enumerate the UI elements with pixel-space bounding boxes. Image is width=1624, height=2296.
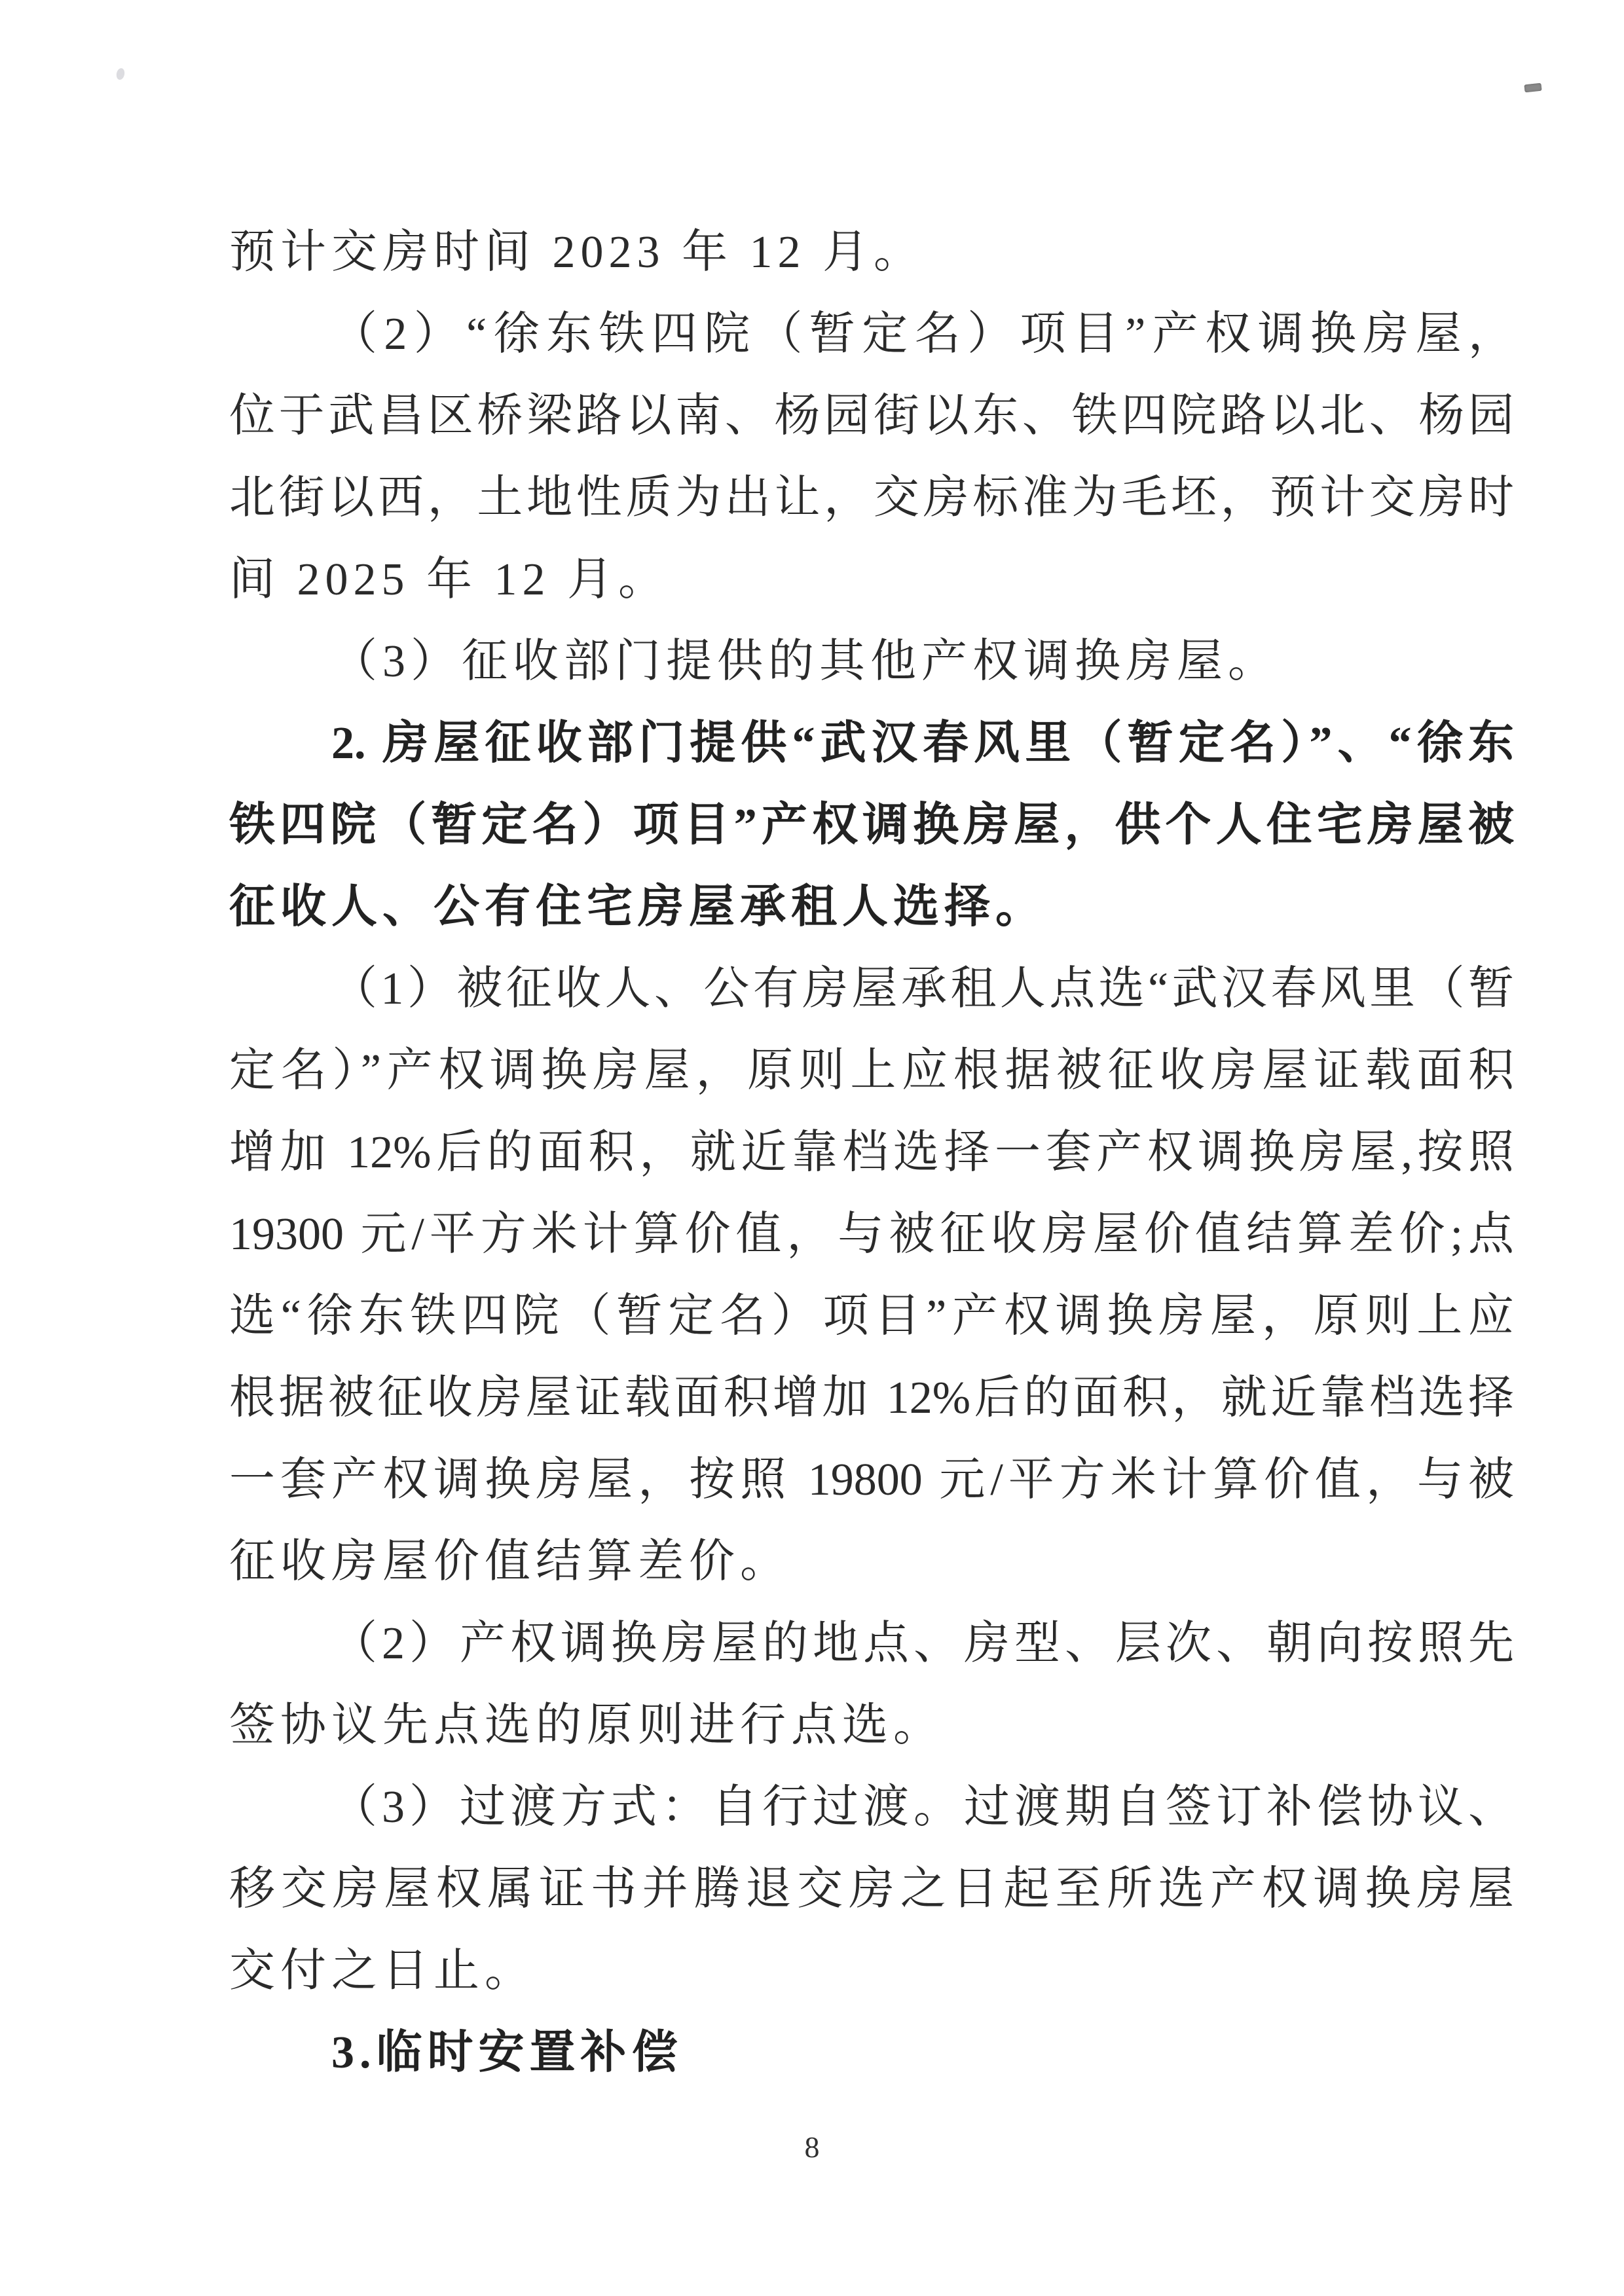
text-line: 选“徐东铁四院（暂定名）项目”产权调换房屋，原则上应 [229, 1291, 1514, 1341]
text-line: （3）征收部门提供的其他产权调换房屋。 [331, 636, 1279, 687]
text-line: 19300 元/平方米计算价值，与被征收房屋价值结算差价;点 [229, 1209, 1514, 1260]
text-line: 定名）”产权调换房屋，原则上应根据被征收房屋证载面积 [229, 1046, 1514, 1096]
text-line: 交付之日止。 [229, 1946, 536, 1996]
scan-ink-mark-artifact [1524, 83, 1541, 93]
document-body [229, 211, 1514, 2094]
text-line: 2. 房屋征收部门提供“武汉春风里（暂定名）”、“徐东 [331, 718, 1514, 769]
text-line: 征收人、公有住宅房屋承租人选择。 [229, 882, 1046, 932]
text-line: 根据被征收房屋证载面积增加 12%后的面积，就近靠档选择 [229, 1373, 1514, 1423]
text-line: 征收房屋价值结算差价。 [229, 1537, 791, 1587]
scan-smudge-artifact [115, 67, 125, 81]
page-number: 8 [804, 2130, 820, 2164]
text-line: （1）被征收人、公有房屋承租人点选“武汉春风里（暂 [331, 964, 1514, 1014]
text-line: 增加 12%后的面积，就近靠档选择一套产权调换房屋,按照 [229, 1127, 1514, 1178]
text-line: 铁四院（暂定名）项目”产权调换房屋，供个人住宅房屋被 [229, 800, 1514, 850]
text-line: （2）产权调换房屋的地点、房型、层次、朝向按照先 [331, 1618, 1514, 1669]
text-line: （3）过渡方式：自行过渡。过渡期自签订补偿协议、 [331, 1782, 1514, 1832]
text-line: 位于武昌区桥梁路以南、杨园街以东、铁四院路以北、杨园 [229, 391, 1514, 441]
text-line: 移交房屋权属证书并腾退交房之日起至所选产权调换房屋 [229, 1864, 1514, 1914]
text-line: 预计交房时间 2023 年 12 月。 [229, 227, 925, 278]
text-line: （2）“徐东铁四院（暂定名）项目”产权调换房屋， [331, 309, 1514, 359]
text-line: 一套产权调换房屋，按照 19800 元/平方米计算价值，与被 [229, 1455, 1514, 1505]
text-line: 间 2025 年 12 月。 [229, 555, 669, 605]
text-line: 北街以西，土地性质为出让，交房标准为毛坯，预计交房时 [229, 473, 1514, 523]
text-line: 3.临时安置补偿 [331, 2028, 683, 2078]
text-line: 签协议先点选的原则进行点选。 [229, 1700, 944, 1751]
